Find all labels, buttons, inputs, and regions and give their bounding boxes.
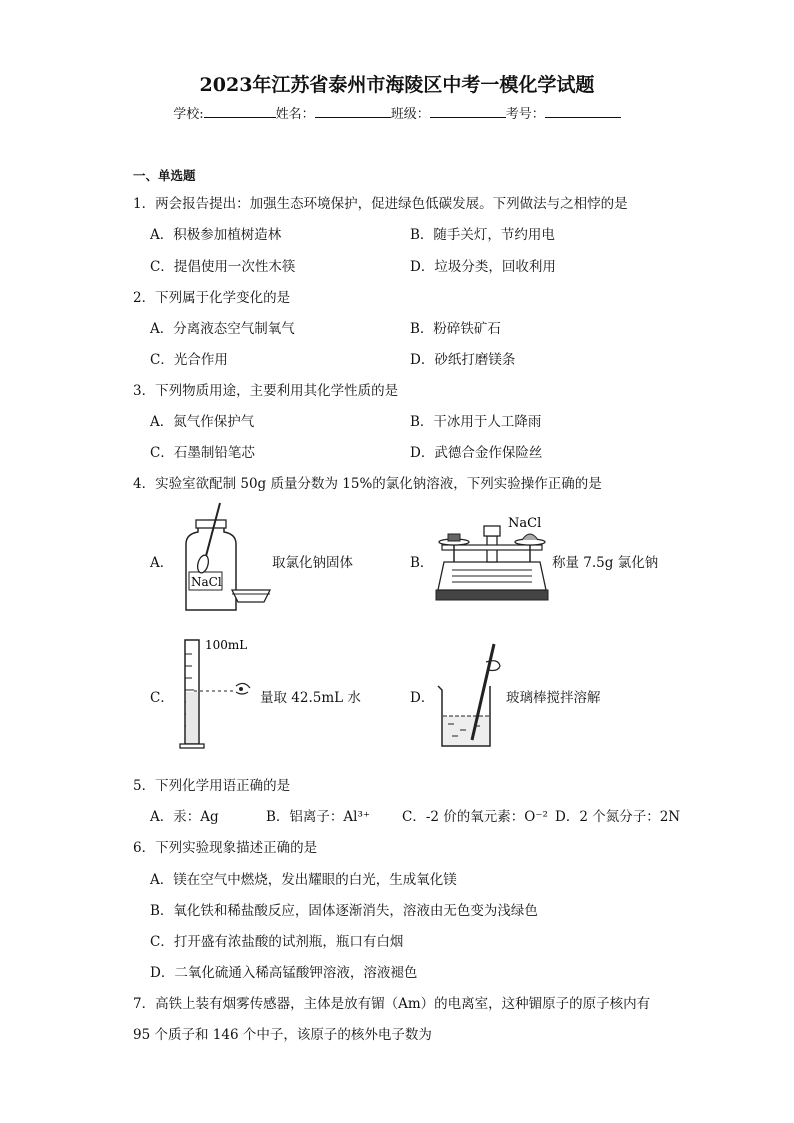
q4-option-b-caption: 称量 7.5g 氯化钠 [552, 555, 659, 571]
school-blank[interactable] [204, 105, 276, 118]
reagent-bottle-diagram [176, 500, 276, 612]
q2-option-c[interactable]: C．光合作用 [150, 352, 228, 368]
class-blank[interactable] [430, 105, 506, 118]
q4-option-c-letter[interactable]: C． [150, 690, 174, 706]
q5-option-b[interactable]: B．铝离子：Al³⁺ [266, 809, 371, 825]
name-blank[interactable] [315, 105, 391, 118]
q3-option-d[interactable]: D．武德合金作保险丝 [410, 445, 543, 461]
q3-option-c[interactable]: C．石墨制铅笔芯 [150, 445, 255, 461]
question-7-stem-line1: 7．高铁上装有烟雾传感器，主体是放有镅（Am）的电离室，这种镅原子的原子核内有 [133, 996, 651, 1012]
q6-option-c[interactable]: C．打开盛有浓盐酸的试剂瓶，瓶口有白烟 [150, 934, 404, 950]
exam-no-label: 考号： [505, 107, 545, 122]
q5-option-c[interactable]: C．-2 价的氧元素：O⁻² [402, 809, 548, 825]
q3-option-b[interactable]: B．干冰用于人工降雨 [410, 414, 542, 430]
q1-option-b[interactable]: B．随手关灯，节约用电 [410, 227, 555, 243]
q3-option-a[interactable]: A．氮气作保护气 [150, 414, 255, 430]
q5-option-a[interactable]: A．汞：Ag [150, 809, 219, 825]
question-3-stem: 3．下列物质用途，主要利用其化学性质的是 [133, 383, 399, 399]
q2-option-a[interactable]: A．分离液态空气制氧气 [150, 321, 295, 337]
q2-option-b[interactable]: B．粉碎铁矿石 [410, 321, 501, 337]
balance-label: NaCl [508, 516, 542, 531]
exam-no-blank[interactable] [545, 105, 621, 118]
section-title: 一、单选题 [133, 168, 196, 183]
question-4-stem: 4．实验室欲配制 50g 质量分数为 15%的氯化钠溶液，下列实验操作正确的是 [133, 476, 602, 492]
q6-option-a[interactable]: A．镁在空气中燃烧，发出耀眼的白光，生成氧化镁 [150, 872, 457, 888]
name-label: 姓名： [275, 107, 315, 122]
q5-option-d[interactable]: D．2 个氮分子：2N [555, 809, 681, 825]
q4-option-d-letter[interactable]: D． [410, 690, 435, 706]
school-label: 学校: [173, 107, 204, 122]
q6-option-d[interactable]: D．二氧化硫通入稀高锰酸钾溶液，溶液褪色 [150, 965, 418, 981]
q4-option-b-letter[interactable]: B． [410, 555, 434, 571]
q1-option-c[interactable]: C．提倡使用一次性木筷 [150, 259, 296, 275]
beaker-stirring-diagram [434, 640, 504, 750]
q1-option-a[interactable]: A．积极参加植树造林 [150, 227, 282, 243]
question-5-stem: 5．下列化学用语正确的是 [133, 778, 291, 794]
q2-option-d[interactable]: D．砂纸打磨镁条 [410, 352, 516, 368]
question-7-stem-line2: 95 个质子和 146 个中子，该原子的核外电子数为 [133, 1027, 432, 1043]
q4-option-a-caption: 取氯化钠固体 [272, 555, 353, 571]
cylinder-label: 100mL [205, 638, 248, 652]
question-6-stem: 6．下列实验现象描述正确的是 [133, 840, 318, 856]
question-1-stem: 1．两会报告提出：加强生态环境保护，促进绿色低碳发展。下列做法与之相悖的是 [133, 196, 628, 212]
page-title: 2023年江苏省泰州市海陵区中考一模化学试题 [199, 74, 595, 96]
q4-option-a-letter[interactable]: A． [150, 555, 174, 571]
graduated-cylinder-diagram [180, 634, 260, 750]
question-2-stem: 2．下列属于化学变化的是 [133, 290, 291, 306]
class-label: 班级： [390, 107, 430, 122]
q6-option-b[interactable]: B．氧化铁和稀盐酸反应，固体逐渐消失，溶液由无色变为浅绿色 [150, 903, 538, 919]
balance-scale-diagram [434, 512, 552, 604]
bottle-label: NaCl [191, 575, 222, 589]
q1-option-d[interactable]: D．垃圾分类，回收利用 [410, 259, 556, 275]
q4-option-d-caption: 玻璃棒搅拌溶解 [506, 690, 601, 706]
student-info-line [0, 103, 794, 122]
q4-option-c-caption: 量取 42.5mL 水 [260, 690, 361, 706]
